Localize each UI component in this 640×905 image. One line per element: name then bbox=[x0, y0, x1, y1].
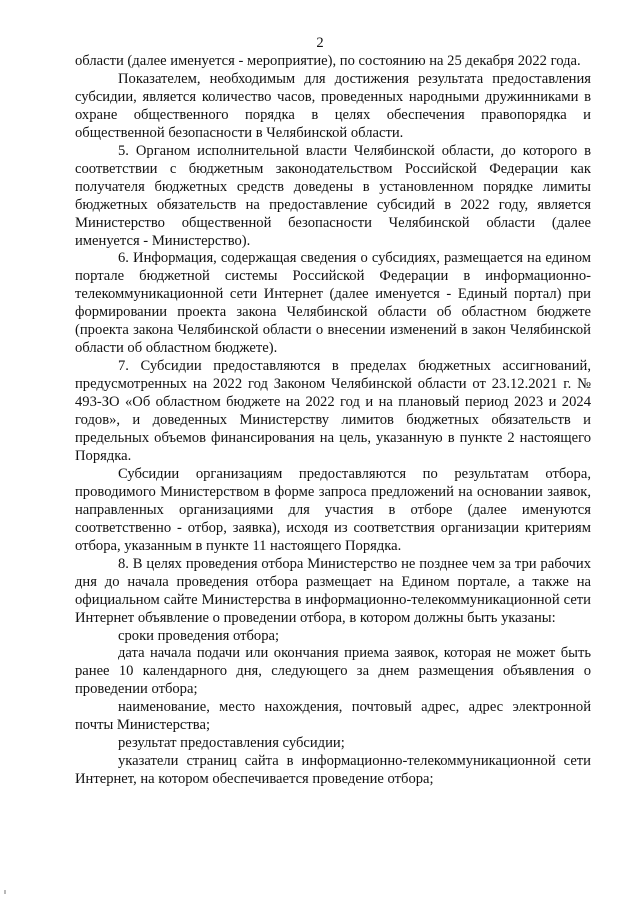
paragraph-item-5: 5. Органом исполнительной власти Челябинской области, до которого в соответствии с бюджетным законодательством Российской Федерации как получателя бюджетных средств доведены в установленном порядке лимиты бюджетных обязательств на предоставление субсидий в 2022 году, является Министерство общественной безопасности Челябинской области (далее именуется - Министерство). bbox=[75, 142, 591, 249]
scan-mark bbox=[4, 890, 6, 894]
page-number: 2 bbox=[316, 35, 324, 51]
paragraph-indicator: Показателем, необходимым для достижения результата предоставления субсидии, является количество часов, проведенных народными дружинниками в охране общественного порядка в целях обеспечения правопорядка и общественной безопасности в Челябинской области. bbox=[75, 70, 591, 141]
paragraph-item-8: 8. В целях проведения отбора Министерство не позднее чем за три рабочих дня до начала проведения отбора размещает на Едином портале, а также на официальном сайте Министерства в информационно-телекоммуникационной сети Интернет объявление о проведении отбора, в котором должны быть указаны: bbox=[75, 555, 591, 626]
paragraph-selection: Субсидии организациям предоставляются по результатам отбора, проводимого Министерством в форме запроса предложений на основании заявок, направленных организациями для участия в отборе (далее именуются соответственно - отбор, заявка), исходя из соответствия организации критериям отбора, указанным в пункте 11 настоящего Порядка. bbox=[75, 465, 591, 554]
list-item-result: результат предоставления субсидии; bbox=[118, 735, 345, 752]
paragraph-item-6: 6. Информация, содержащая сведения о субсидиях, размещается на едином портале бюджетной системы Российской Федерации в информационно-телекоммуникационной сети Интернет (далее именуется - Единый портал) при формировании проекта закона Челябинской области об областном бюджете (проекта закона Челябинской области о внесении изменений в закон Челябинской области об областном бюджете). bbox=[75, 250, 591, 357]
list-item-contacts: наименование, место нахождения, почтовый адрес, адрес электронной почты Министерства; bbox=[75, 699, 591, 734]
list-item-site-pointers: указатели страниц сайта в информационно-телекоммуникационной сети Интернет, на котором обеспечивается проведение отбора; bbox=[75, 753, 591, 788]
paragraph-continuation: области (далее именуется - мероприятие), по состоянию на 25 декабря 2022 года. bbox=[75, 53, 581, 69]
paragraph-item-7: 7. Субсидии предоставляются в пределах бюджетных ассигнований, предусмотренных на 2022 год Законом Челябинской области от 23.12.2021 г. № 493-ЗО «Об областном бюджете на 2022 год и на плановый период 2023 и 2024 годов», и доведенных Министерству лимитов бюджетных обязательств и предельных объемов финансирования на цель, указанную в пункте 2 настоящего Порядка. bbox=[75, 358, 591, 464]
list-item-terms: сроки проведения отбора; bbox=[118, 627, 280, 644]
document-body bbox=[75, 53, 591, 789]
list-item-dates: дата начала подачи или окончания приема заявок, которая не может быть ранее 10 календарного дня, следующего за днем размещения объявления о проведении отбора; bbox=[75, 645, 591, 698]
